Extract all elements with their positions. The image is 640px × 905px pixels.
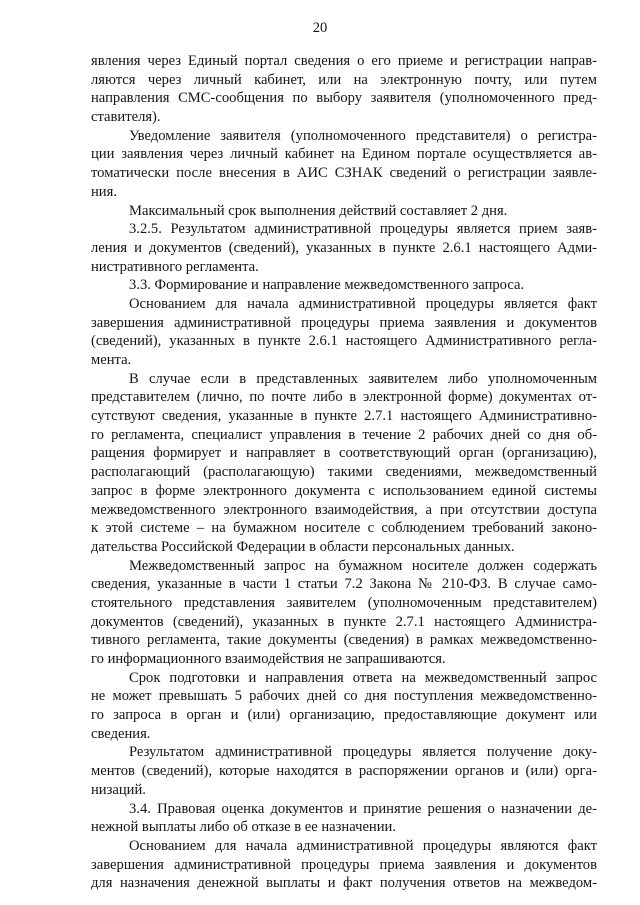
text-line: нежной выплаты либо об отказе в ее назначении.	[91, 819, 397, 836]
paragraph	[91, 220, 597, 276]
text-line: межведомственного электронного взаимодействия, а при отсутствии доступа	[91, 501, 597, 518]
text-line: го регламента, специалист управления в течение 2 рабочих дней со дня об-	[91, 426, 597, 443]
text-line: не может превышать 5 рабочих дней со дня поступления межведомственно-	[91, 688, 597, 705]
text-line: стоятельного представления заявителем (уполномоченным представителем)	[91, 594, 597, 611]
text-line: В случае если в представленных заявителем либо уполномоченным	[129, 370, 597, 387]
paragraph	[91, 52, 597, 127]
text-line: ментов (сведений), которые находятся в распоряжении органов и (или) орга-	[91, 763, 597, 780]
paragraph	[91, 557, 597, 669]
paragraph	[91, 800, 597, 837]
text-line: Основанием для начала административной процедуры является факт	[129, 295, 597, 312]
text-line: представителем (лично, по почте либо в электронной форме) документах от-	[91, 389, 597, 406]
text-line: 3.3. Формирование и направление межведомственного запроса.	[129, 277, 525, 294]
text-line: мента.	[91, 352, 132, 368]
text-line: нистративного регламента.	[91, 258, 259, 275]
paragraph	[91, 669, 597, 744]
text-line: сведения.	[91, 725, 151, 742]
paragraph	[91, 202, 597, 221]
text-line: дательства Российской Федерации в области персональных данных.	[91, 538, 515, 555]
text-line: тивного регламента, такие документы (сведения) в рамках межведомственно-	[91, 632, 597, 649]
text-line: завершения административной процедуры приема заявления и документов	[91, 314, 597, 331]
text-line: ставителя).	[91, 109, 161, 126]
text-line: запрос в форме электронного документа с использованием единой системы	[91, 482, 597, 499]
paragraph	[91, 837, 597, 893]
text-line: Основанием для начала административной процедуры являются факт	[129, 837, 597, 854]
text-line: для назначения денежной выплаты и факт получения ответов на межведом-	[91, 875, 597, 892]
text-line: (сведений), указанных в пункте 2.6.1 настоящего Административного регла-	[91, 333, 597, 350]
text-line: сведения, указанные в части 1 статьи 7.2 Закона № 210-ФЗ. В случае само-	[91, 576, 597, 593]
paragraph	[91, 370, 597, 557]
paragraph	[91, 127, 597, 202]
text-line: го информационного взаимодействия не запрашиваются.	[91, 651, 446, 667]
text-line: Максимальный срок выполнения действий составляет 2 дня.	[129, 202, 508, 219]
text-line: ления и документов (сведений), указанных в пункте 2.6.1 настоящего Адми-	[91, 239, 597, 256]
text-line: ции заявления через личный кабинет на Едином портале осуществляется ав-	[91, 146, 597, 163]
paragraph	[91, 743, 597, 799]
text-line: Уведомление заявителя (уполномоченного представителя) о регистра-	[129, 127, 597, 144]
text-line: явления через Единый портал сведения о его приеме и регистрации направ-	[91, 53, 597, 69]
text-line: Результатом административной процедуры является получение доку-	[129, 744, 597, 761]
text-line: Межведомственный запрос на бумажном носителе должен содержать	[129, 557, 597, 574]
paragraph	[91, 295, 597, 370]
text-line: сутствуют сведения, указанные в пункте 2.7.1 настоящего Административно-	[91, 408, 597, 425]
text-line: ращения формирует и направляет в соответствующий орган (организацию),	[91, 445, 597, 462]
body-text	[91, 52, 597, 893]
text-line: ния.	[91, 183, 117, 200]
text-line: 3.2.5. Результатом административной процедуры является прием заяв-	[129, 221, 597, 238]
text-line: завершения административной процедуры приема заявления и документов	[91, 856, 597, 873]
text-line: го запроса в орган и (или) организацию, предоставляющие документ или	[91, 707, 597, 724]
page-number: 20	[312, 20, 328, 36]
text-line: Срок подготовки и направления ответа на межведомственный запрос	[129, 669, 597, 686]
text-line: к этой системе – на бумажном носителе с соблюдением требований законо-	[91, 520, 597, 537]
text-line: низаций.	[91, 781, 146, 798]
text-line: томатически после внесения в АИС СЗНАК сведений о регистрации заявле-	[91, 165, 597, 182]
text-line: документов (сведений), указанных в пункте 2.7.1 настоящего Администра-	[91, 613, 597, 630]
paragraph	[91, 276, 597, 295]
text-line: располагающий (располагающую) такими сведениями, межведомственный	[91, 464, 597, 481]
text-line: направления СМС-сообщения по выбору заявителя (уполномоченного пред-	[91, 90, 597, 107]
text-line: 3.4. Правовая оценка документов и принятие решения о назначении де-	[129, 800, 597, 817]
text-line: ляются через личный кабинет, или на электронную почту, или путем	[91, 71, 597, 88]
